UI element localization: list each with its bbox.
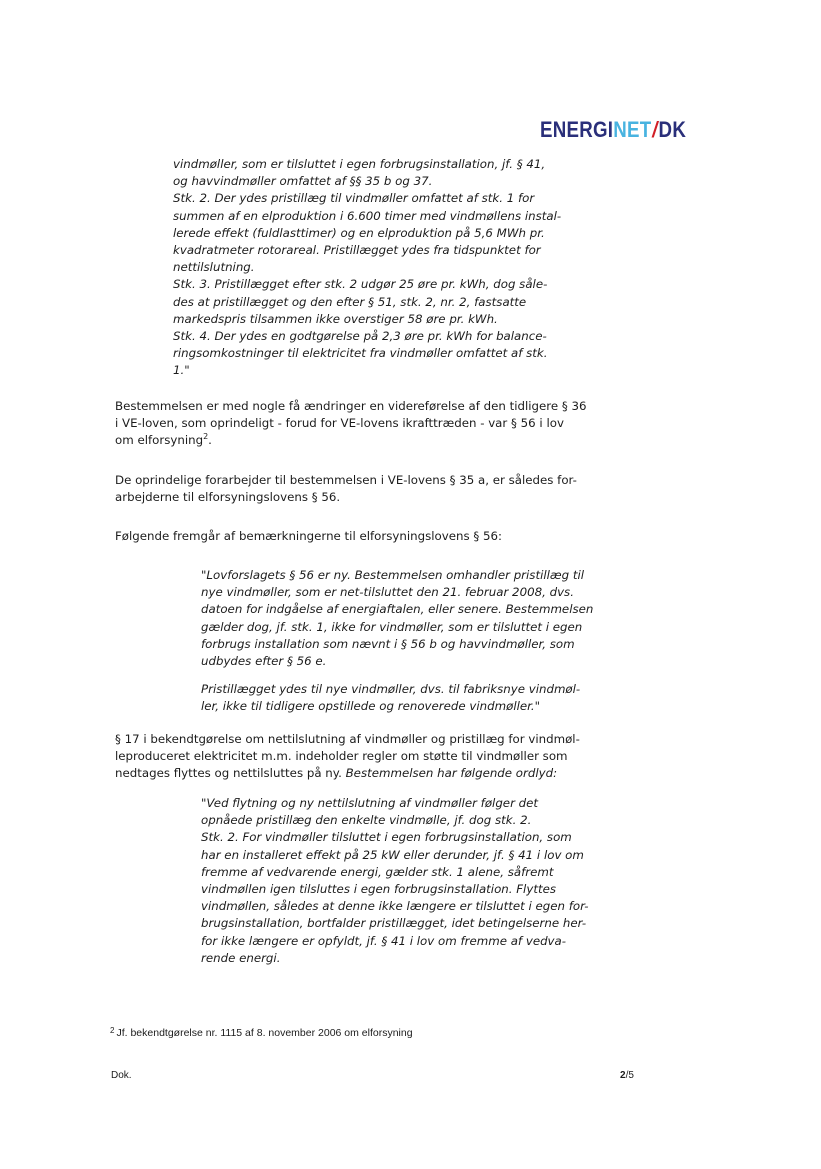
footnote-ref: 2 (203, 432, 209, 442)
quote-block-2a: "Lovforslagets § 56 er ny. Bestemmelsen omhandler pristillæg til nye vindmøller, som er net-tilsluttet den 21. februar 2008, dvs. datoen for indgåelse af energiaftalen, eller senere. Bestemmelsen gælder dog, jf. stk. 1, ikke for vindmøller, som er tilsluttet i egen forbrugs installation som nævnt i § 56 b og havvindmøller, som udbydes efter § 56 e. (201, 568, 594, 669)
page-number: 2/5 (620, 1070, 634, 1081)
paragraph-2: De oprindelige forarbejder til bestemmelsen i VE-lovens § 35 a, er således for- arbejderne til elforsyningslovens § 56. (115, 473, 577, 505)
paragraph-3: Følgende fremgår af bemærkningerne til elforsyningslovens § 56: (115, 529, 502, 543)
quote-block-1: vindmøller, som er tilsluttet i egen forbrugsinstallation, jf. § 41, og havvindmøller omfattet af §§ 35 b og 37. Stk. 2. Der ydes pristillæg til vindmøller omfattet af stk. 1 for summen af en elproduktion i 6.600 timer med vindmøllens instal- lerede effekt (fuldlasttimer) og en elproduktion på 5,6 MWh pr. kvadratmeter rotorareal. Pristillægget ydes fra tidspunktet for nettilslutning. Stk. 3. Pristillægget efter stk. 2 udgør 25 øre pr. kWh, dog såle- des at pristillægget og den efter § 51, stk. 2, nr. 2, fastsatte markedspris tilsammen ikke overstiger 58 øre pr. kWh. Stk. 4. Der ydes en godtgørelse på 2,3 øre pr. kWh for balance- ringsomkostninger til elektricitet fra vindmøller omfattet af stk. 1." (173, 157, 562, 378)
footnote-text: Jf. bekendtgørelse nr. 1115 af 8. november 2006 om elforsyning (116, 1027, 413, 1039)
paragraph-4: § 17 i bekendtgørelse om nettilslutning af vindmøller og pristillæg for vindmøl- leproduceret elektricitet m.m. indeholder regler om støtte til vindmøller som nedtages flyttes og nettilsluttes på ny. Bestemmelsen har følgende ordlyd: (115, 732, 580, 781)
paragraph-1: Bestemmelsen er med nogle få ændringer en videreførelse af den tidligere § 36 i VE-loven, som oprindeligt - forud for VE-lovens ikrafttræden - var § 56 i lov om elforsyning$^2$. (115, 399, 587, 448)
footer-doc-label: Dok. (111, 1070, 132, 1081)
footnote-number: 2 (110, 1026, 115, 1035)
energinet-logo: ENERGINET/DK (540, 117, 687, 142)
quote-block-2b: Pristillægget ydes til nye vindmøller, dvs. til fabriksnye vindmøl- ler, ikke til tidligere opstillede og renoverede vindmøller." (201, 682, 581, 714)
footnote (110, 1027, 413, 1039)
quote-block-3: "Ved flytning og ny nettilslutning af vindmøller følger det opnåede pristillæg den enkelte vindmølle, jf. dog stk. 2. Stk. 2. For vindmøller tilsluttet i egen forbrugsinstallation, som har en installeret effekt på 25 kW eller derunder, jf. § 41 i lov om fremme af vedvarende energi, gælder stk. 1 alene, såfremt vindmøllen igen tilsluttes i egen forbrugsinstallation. Flyttes vindmøllen, således at denne ikke længere er tilsluttet i egen for- brugsinstallation, bortfalder pristillægget, idet betingelserne her- for ikke længere er opfyldt, jf. § 41 i lov om fremme af vedva- rende energi. (201, 796, 589, 965)
